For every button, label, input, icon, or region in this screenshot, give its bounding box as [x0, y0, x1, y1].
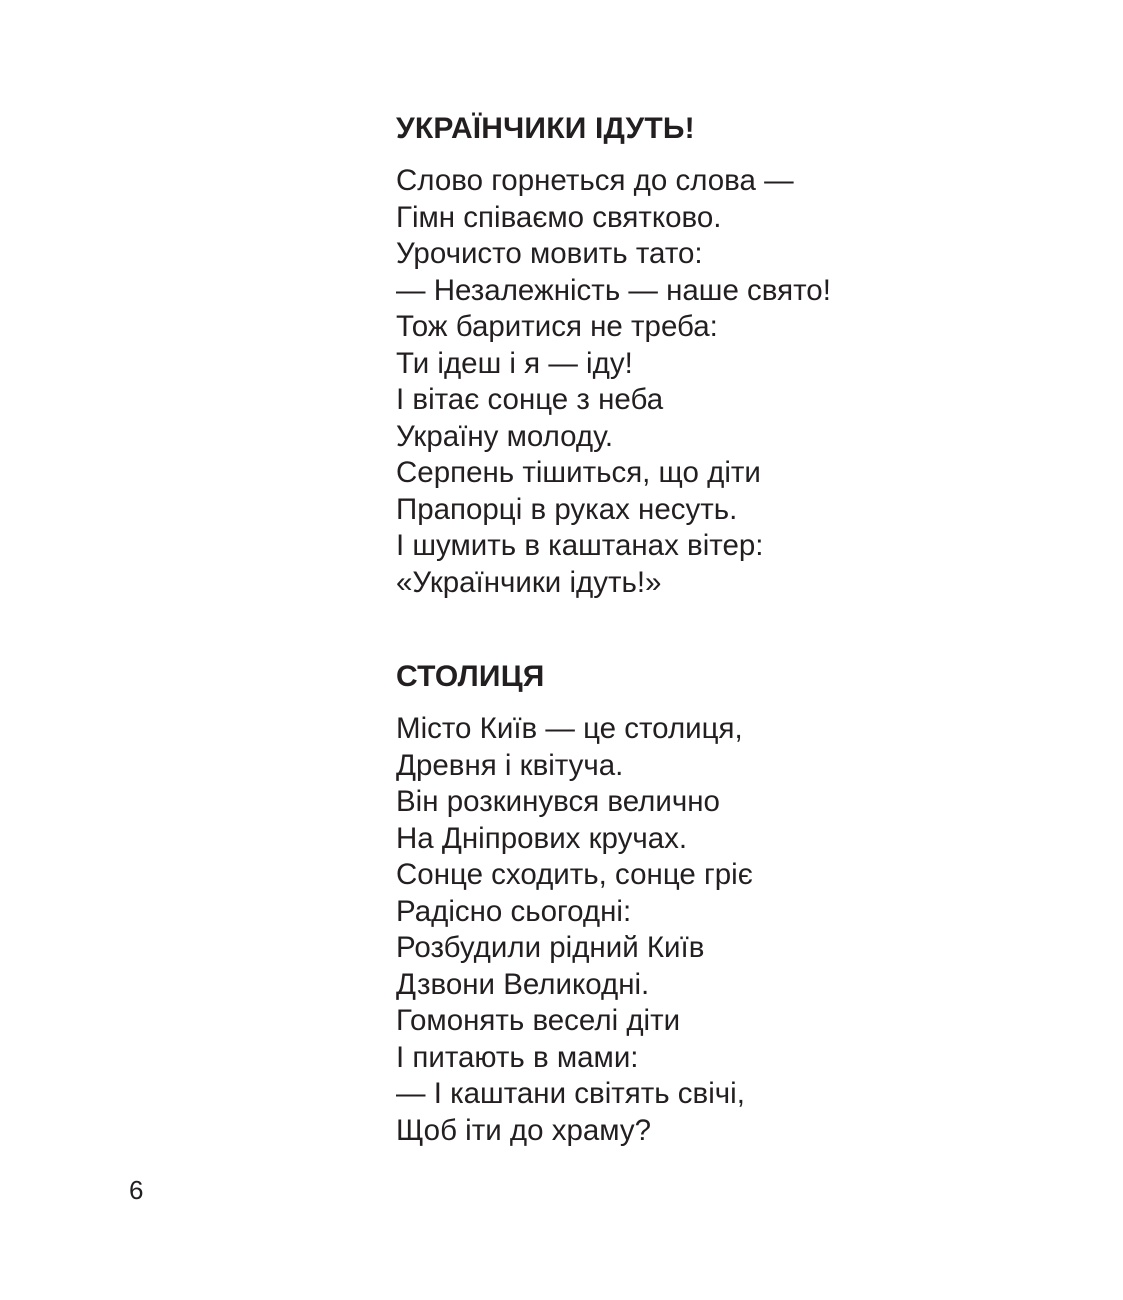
poem-stolytsia — [396, 659, 753, 1149]
poem-line: Серпень тішиться, що діти — [396, 456, 761, 489]
poem-line: Дзвони Великодні. — [396, 967, 650, 1001]
poem-line: На Дніпрових кручах. — [396, 821, 688, 855]
poem-line: Місто Київ — це столиця, — [396, 712, 743, 745]
poem-title: СТОЛИЦЯ — [396, 660, 545, 693]
poem-ukrainchyky-idut — [396, 111, 831, 601]
poem-text — [396, 163, 831, 601]
poem-line: Радісно сьогодні: — [396, 894, 632, 928]
poem-line: Прапорці в руках несуть. — [396, 492, 738, 526]
poem-line: І вітає сонце з неба — [396, 383, 664, 416]
poem-line: Гомонять веселі діти — [396, 1004, 681, 1037]
poem-line: Щоб іти до храму? — [396, 1113, 652, 1147]
poem-line: — І каштани світять свічі, — [396, 1077, 745, 1110]
poem-line: Тож баритися не треба: — [396, 310, 718, 343]
poem-line: Слово горнеться до слова — — [396, 164, 794, 197]
poem-text — [396, 711, 753, 1149]
page-number: 6 — [129, 1175, 144, 1205]
poem-line: Розбудили рідний Київ — [396, 931, 705, 964]
poem-line: Урочисто мовить тато: — [396, 237, 703, 270]
poem-line: Древня і квітуча. — [396, 748, 624, 782]
poem-line: І питають в мами: — [396, 1040, 639, 1074]
poem-line: — Незалежність — наше свято! — [396, 273, 831, 307]
poem-line: Ти ідеш і я — іду! — [396, 346, 633, 380]
poem-line: І шумить в каштанах вітер: — [396, 529, 764, 562]
poem-line: Україну молоду. — [396, 419, 614, 453]
poem-title: УКРАЇНЧИКИ ІДУТЬ! — [396, 112, 695, 145]
poem-line: Він розкинувся велично — [396, 785, 720, 818]
poem-line: Гімн співаємо святково. — [396, 200, 722, 234]
poem-line: «Українчики ідуть!» — [396, 565, 662, 599]
poem-line: Сонце сходить, сонце гріє — [396, 858, 753, 891]
